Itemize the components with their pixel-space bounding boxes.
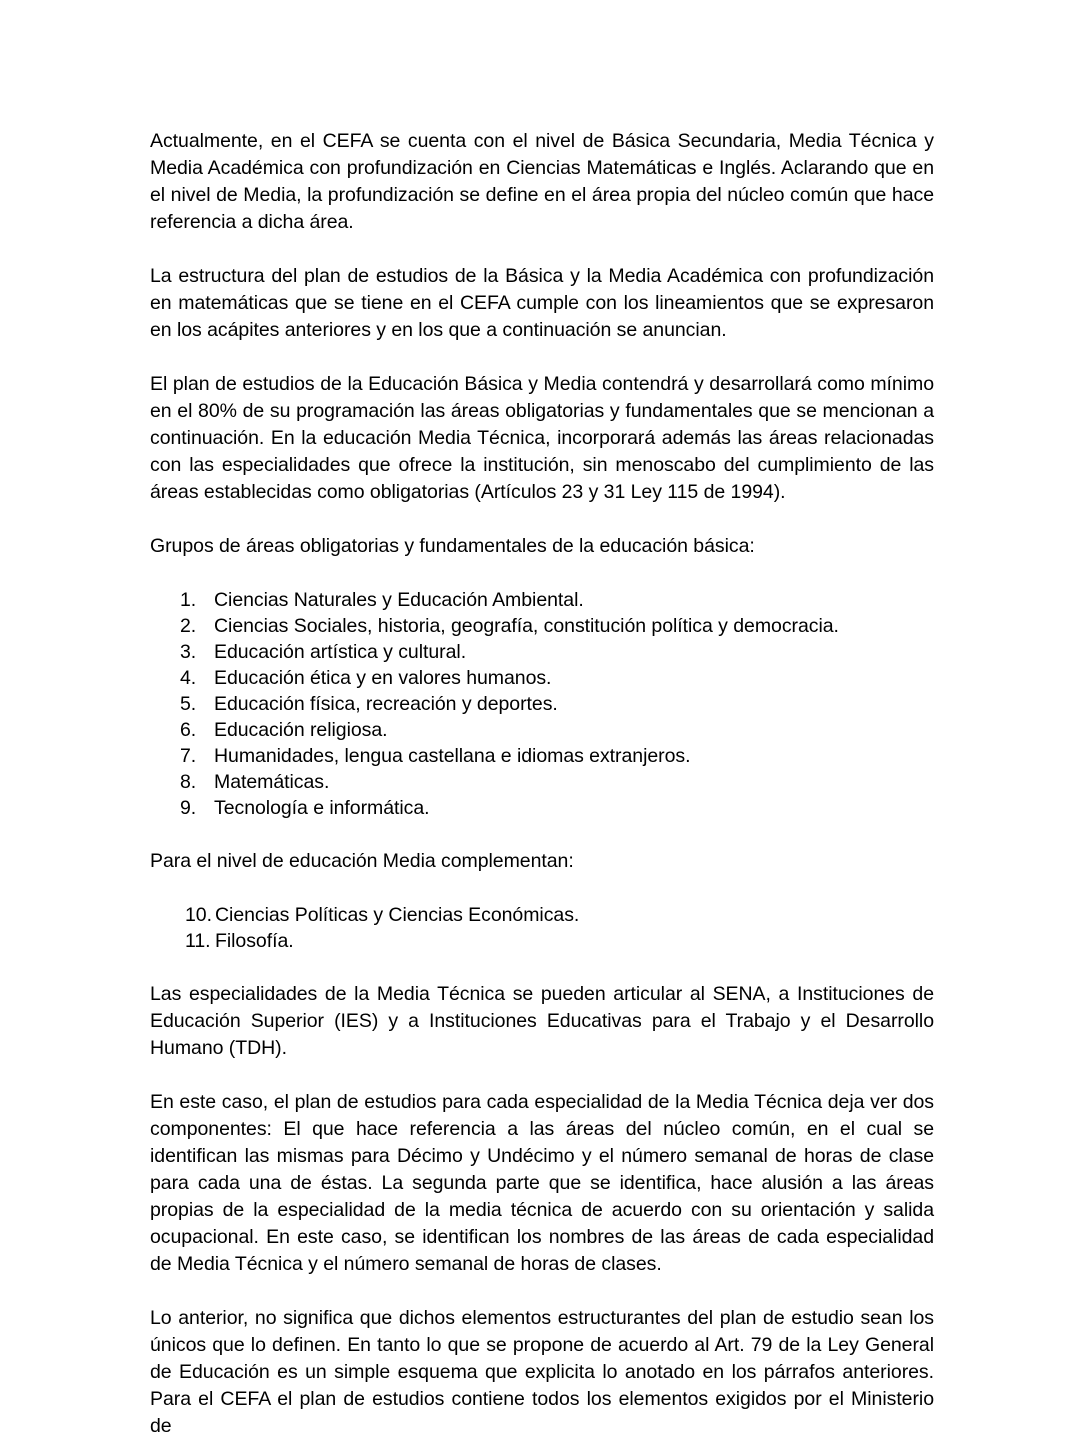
list-item <box>150 691 934 717</box>
list-item <box>150 717 934 743</box>
list-intro-areas-basica: Grupos de áreas obligatorias y fundamentales de la educación básica: <box>150 535 755 557</box>
list-item-label: Educación ética y en valores humanos. <box>214 667 552 689</box>
list-item-marker: 4. <box>180 667 197 689</box>
numbered-list-areas-basica <box>150 587 934 821</box>
list-item-label: Matemáticas. <box>214 771 330 793</box>
list-item-marker: 1. <box>180 589 197 611</box>
list-intro-areas-media: Para el nivel de educación Media complementan: <box>150 850 574 872</box>
list-item-marker: 5. <box>180 693 197 715</box>
list-item-marker: 7. <box>180 745 197 767</box>
list-item <box>150 769 934 795</box>
list-item-label: Educación física, recreación y deportes. <box>214 693 558 715</box>
list-item-marker: 3. <box>180 641 197 663</box>
list-item-label: Ciencias Políticas y Ciencias Económicas. <box>215 904 580 926</box>
list-item-label: Ciencias Naturales y Educación Ambiental. <box>214 589 584 611</box>
list-item <box>150 587 934 613</box>
list-item <box>150 639 934 665</box>
list-item-label: Tecnología e informática. <box>214 797 430 819</box>
list-item <box>150 902 934 928</box>
list-item-label: Educación artística y cultural. <box>214 641 467 663</box>
list-item-marker: 2. <box>180 615 197 637</box>
paragraph-actualmente: Actualmente, en el CEFA se cuenta con el nivel de Básica Secundaria, Media Técnica y Media Académica con profundización en Ciencias Matemáticas e Inglés. Aclarando que en el nivel de Media, la profundización se define en el área propia del núcleo común que hace referencia a dicha área. <box>150 130 934 233</box>
list-item-marker: 10. <box>185 904 212 926</box>
document-body <box>150 128 934 1440</box>
list-item-marker: 6. <box>180 719 197 741</box>
paragraph-elementos-estructurantes: Lo anterior, no significa que dichos elementos estructurantes del plan de estudio sean los únicos que lo definen. En tanto lo que se propone de acuerdo al Art. 79 de la Ley General de Educación es un simple esquema que explicita lo anotado en los párrafos anteriores. Para el CEFA el plan de estudios contiene todos los elementos exigidos por el Ministerio de <box>150 1307 934 1437</box>
paragraph-plan-estudios-basica-media: El plan de estudios de la Educación Básica y Media contendrá y desarrollará como mínimo en el 80% de su programación las áreas obligatorias y fundamentales que se mencionan a continuación. En la educación Media Técnica, incorporará además las áreas relacionadas con las especialidades que ofrece la institución, sin menoscabo del cumplimiento de las áreas establecidas como obligatorias (Artículos 23 y 31 Ley 115 de 1994). <box>150 373 934 503</box>
list-item-label: Filosofía. <box>215 930 294 952</box>
list-item-marker: 9. <box>180 797 197 819</box>
list-item-label: Ciencias Sociales, historia, geografía, constitución política y democracia. <box>214 615 839 637</box>
list-item <box>150 928 934 954</box>
list-item <box>150 743 934 769</box>
list-item-label: Educación religiosa. <box>214 719 388 741</box>
list-item <box>150 613 934 639</box>
list-item <box>150 795 934 821</box>
paragraph-especialidades-media-tecnica: Las especialidades de la Media Técnica se pueden articular al SENA, a Instituciones de Educación Superior (IES) y a Instituciones Educativas para el Trabajo y el Desarrollo Humano (TDH). <box>150 983 934 1059</box>
paragraph-estructura-plan: La estructura del plan de estudios de la Básica y la Media Académica con profundización en matemáticas que se tiene en el CEFA cumple con los lineamientos que se expresaron en los acápites anteriores y en los que a continuación se anuncian. <box>150 265 934 341</box>
list-item-marker: 11. <box>185 930 211 952</box>
list-item-marker: 8. <box>180 771 197 793</box>
numbered-list-areas-media <box>150 902 934 954</box>
list-item <box>150 665 934 691</box>
list-item-label: Humanidades, lengua castellana e idiomas extranjeros. <box>214 745 691 767</box>
paragraph-componentes-plan: En este caso, el plan de estudios para cada especialidad de la Media Técnica deja ver dos componentes: El que hace referencia a las áreas del núcleo común, en el cual se identifican las mismas para Décimo y Undécimo y el número semanal de horas de clase para cada una de éstas. La segunda parte que se identifica, hace alusión a las áreas propias de la especialidad de la media técnica de acuerdo con su orientación y salida ocupacional. En este caso, se identifican los nombres de las áreas de cada especialidad de Media Técnica y el número semanal de horas de clases. <box>150 1091 934 1275</box>
